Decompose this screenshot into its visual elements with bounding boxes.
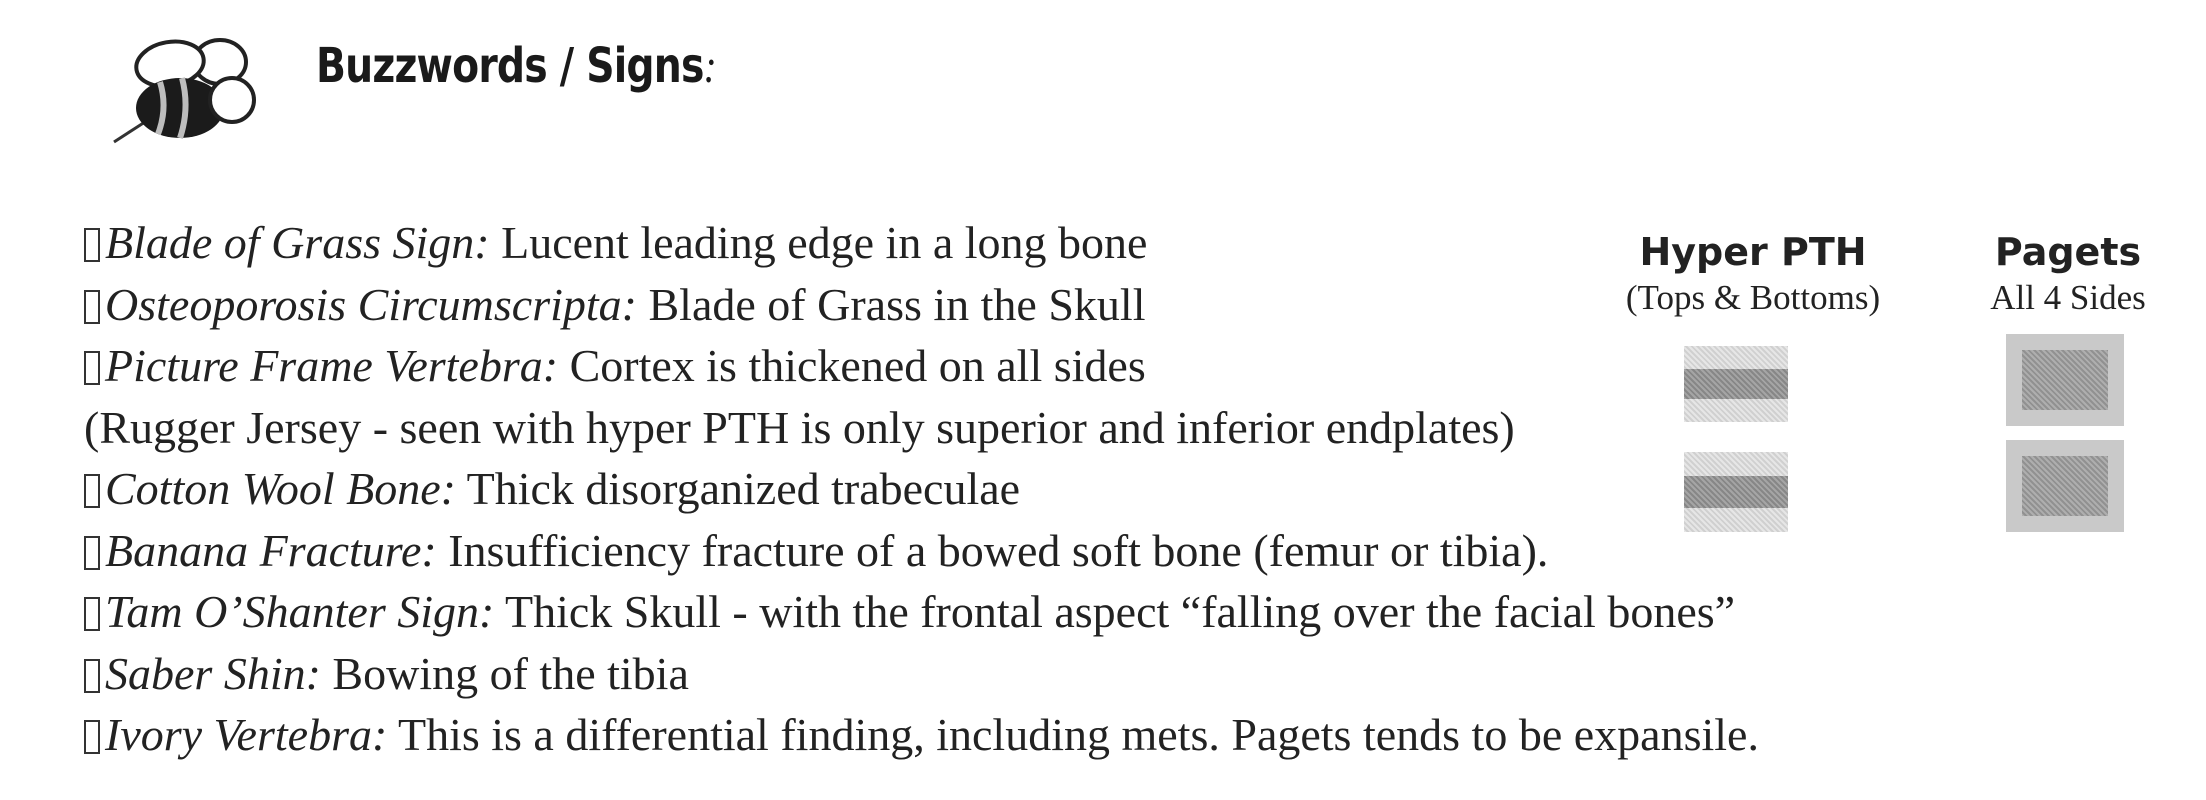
rugger-jersey-vertebra-diagram — [1684, 452, 1788, 532]
list-item — [84, 274, 1759, 336]
checkbox-bullet-icon — [84, 228, 100, 262]
item-desc: This is a differential finding, including mets. Pagets tends to be expansile. — [387, 709, 1759, 760]
item-term: Blade of Grass Sign: — [105, 217, 490, 268]
item-desc: Cortex is thickened on all sides — [558, 340, 1146, 391]
item-desc: Thick disorganized trabeculae — [455, 463, 1021, 514]
checkbox-bullet-icon — [84, 536, 100, 570]
item-term: Cotton Wool Bone: — [105, 463, 456, 514]
item-term: Tam O’Shanter Sign: — [105, 586, 495, 637]
rugger-jersey-vertebra-diagram — [1684, 346, 1788, 422]
sclerotic-band — [1684, 476, 1788, 508]
list-item — [84, 520, 1759, 582]
page-title-text: Buzzwords / Signs — [316, 38, 704, 94]
pagets-label: Pagets — [1994, 230, 2142, 274]
list-item — [84, 458, 1759, 520]
checkbox-bullet-icon — [84, 351, 100, 385]
checkbox-bullet-icon — [84, 597, 100, 631]
picture-frame-vertebra-diagram — [2006, 440, 2124, 532]
pagets-heading — [1968, 228, 2168, 320]
checkbox-bullet-icon — [84, 290, 100, 324]
list-item — [84, 581, 1759, 643]
bee-icon — [108, 30, 268, 148]
list-item — [84, 643, 1759, 705]
item-term: Saber Shin: — [105, 647, 321, 699]
item-desc: Blade of Grass in the Skull — [637, 278, 1146, 330]
item-term: Picture Frame Vertebra: — [105, 340, 559, 391]
list-item — [84, 212, 1759, 274]
item-desc: Lucent leading edge in a long bone — [489, 217, 1148, 268]
item-desc: Thick Skull - with the frontal aspect “falling over the facial bones” — [494, 586, 1736, 637]
item-term: Banana Fracture: — [105, 524, 437, 576]
pagets-sub: All 4 Sides — [1990, 278, 2146, 317]
thickened-cortex-frame — [2006, 334, 2124, 426]
buzzword-list — [84, 212, 1759, 766]
hyper-pth-heading — [1598, 228, 1908, 320]
list-item — [84, 335, 1759, 397]
page-title-colon: : — [703, 40, 716, 93]
hyper-pth-label: Hyper PTH — [1639, 230, 1867, 274]
checkbox-bullet-icon — [84, 474, 100, 508]
sclerotic-band — [1684, 369, 1788, 399]
hyper-pth-sub: (Tops & Bottoms) — [1625, 278, 1881, 317]
item-desc: Insufficiency fracture of a bowed soft bone (femur or tibia). — [436, 524, 1549, 576]
item-term: Osteoporosis Circumscripta: — [105, 278, 637, 330]
item-term: Ivory Vertebra: — [105, 709, 388, 760]
picture-frame-vertebra-diagram — [2006, 334, 2124, 426]
checkbox-bullet-icon — [84, 659, 100, 693]
item-desc: (Rugger Jersey - seen with hyper PTH is only superior and inferior endplates) — [84, 401, 1515, 453]
checkbox-bullet-icon — [84, 720, 100, 754]
item-desc: Bowing of the tibia — [320, 647, 689, 699]
list-item — [84, 397, 1759, 459]
list-item — [84, 704, 1759, 766]
thickened-cortex-frame — [2006, 440, 2124, 532]
page-title — [316, 38, 716, 94]
